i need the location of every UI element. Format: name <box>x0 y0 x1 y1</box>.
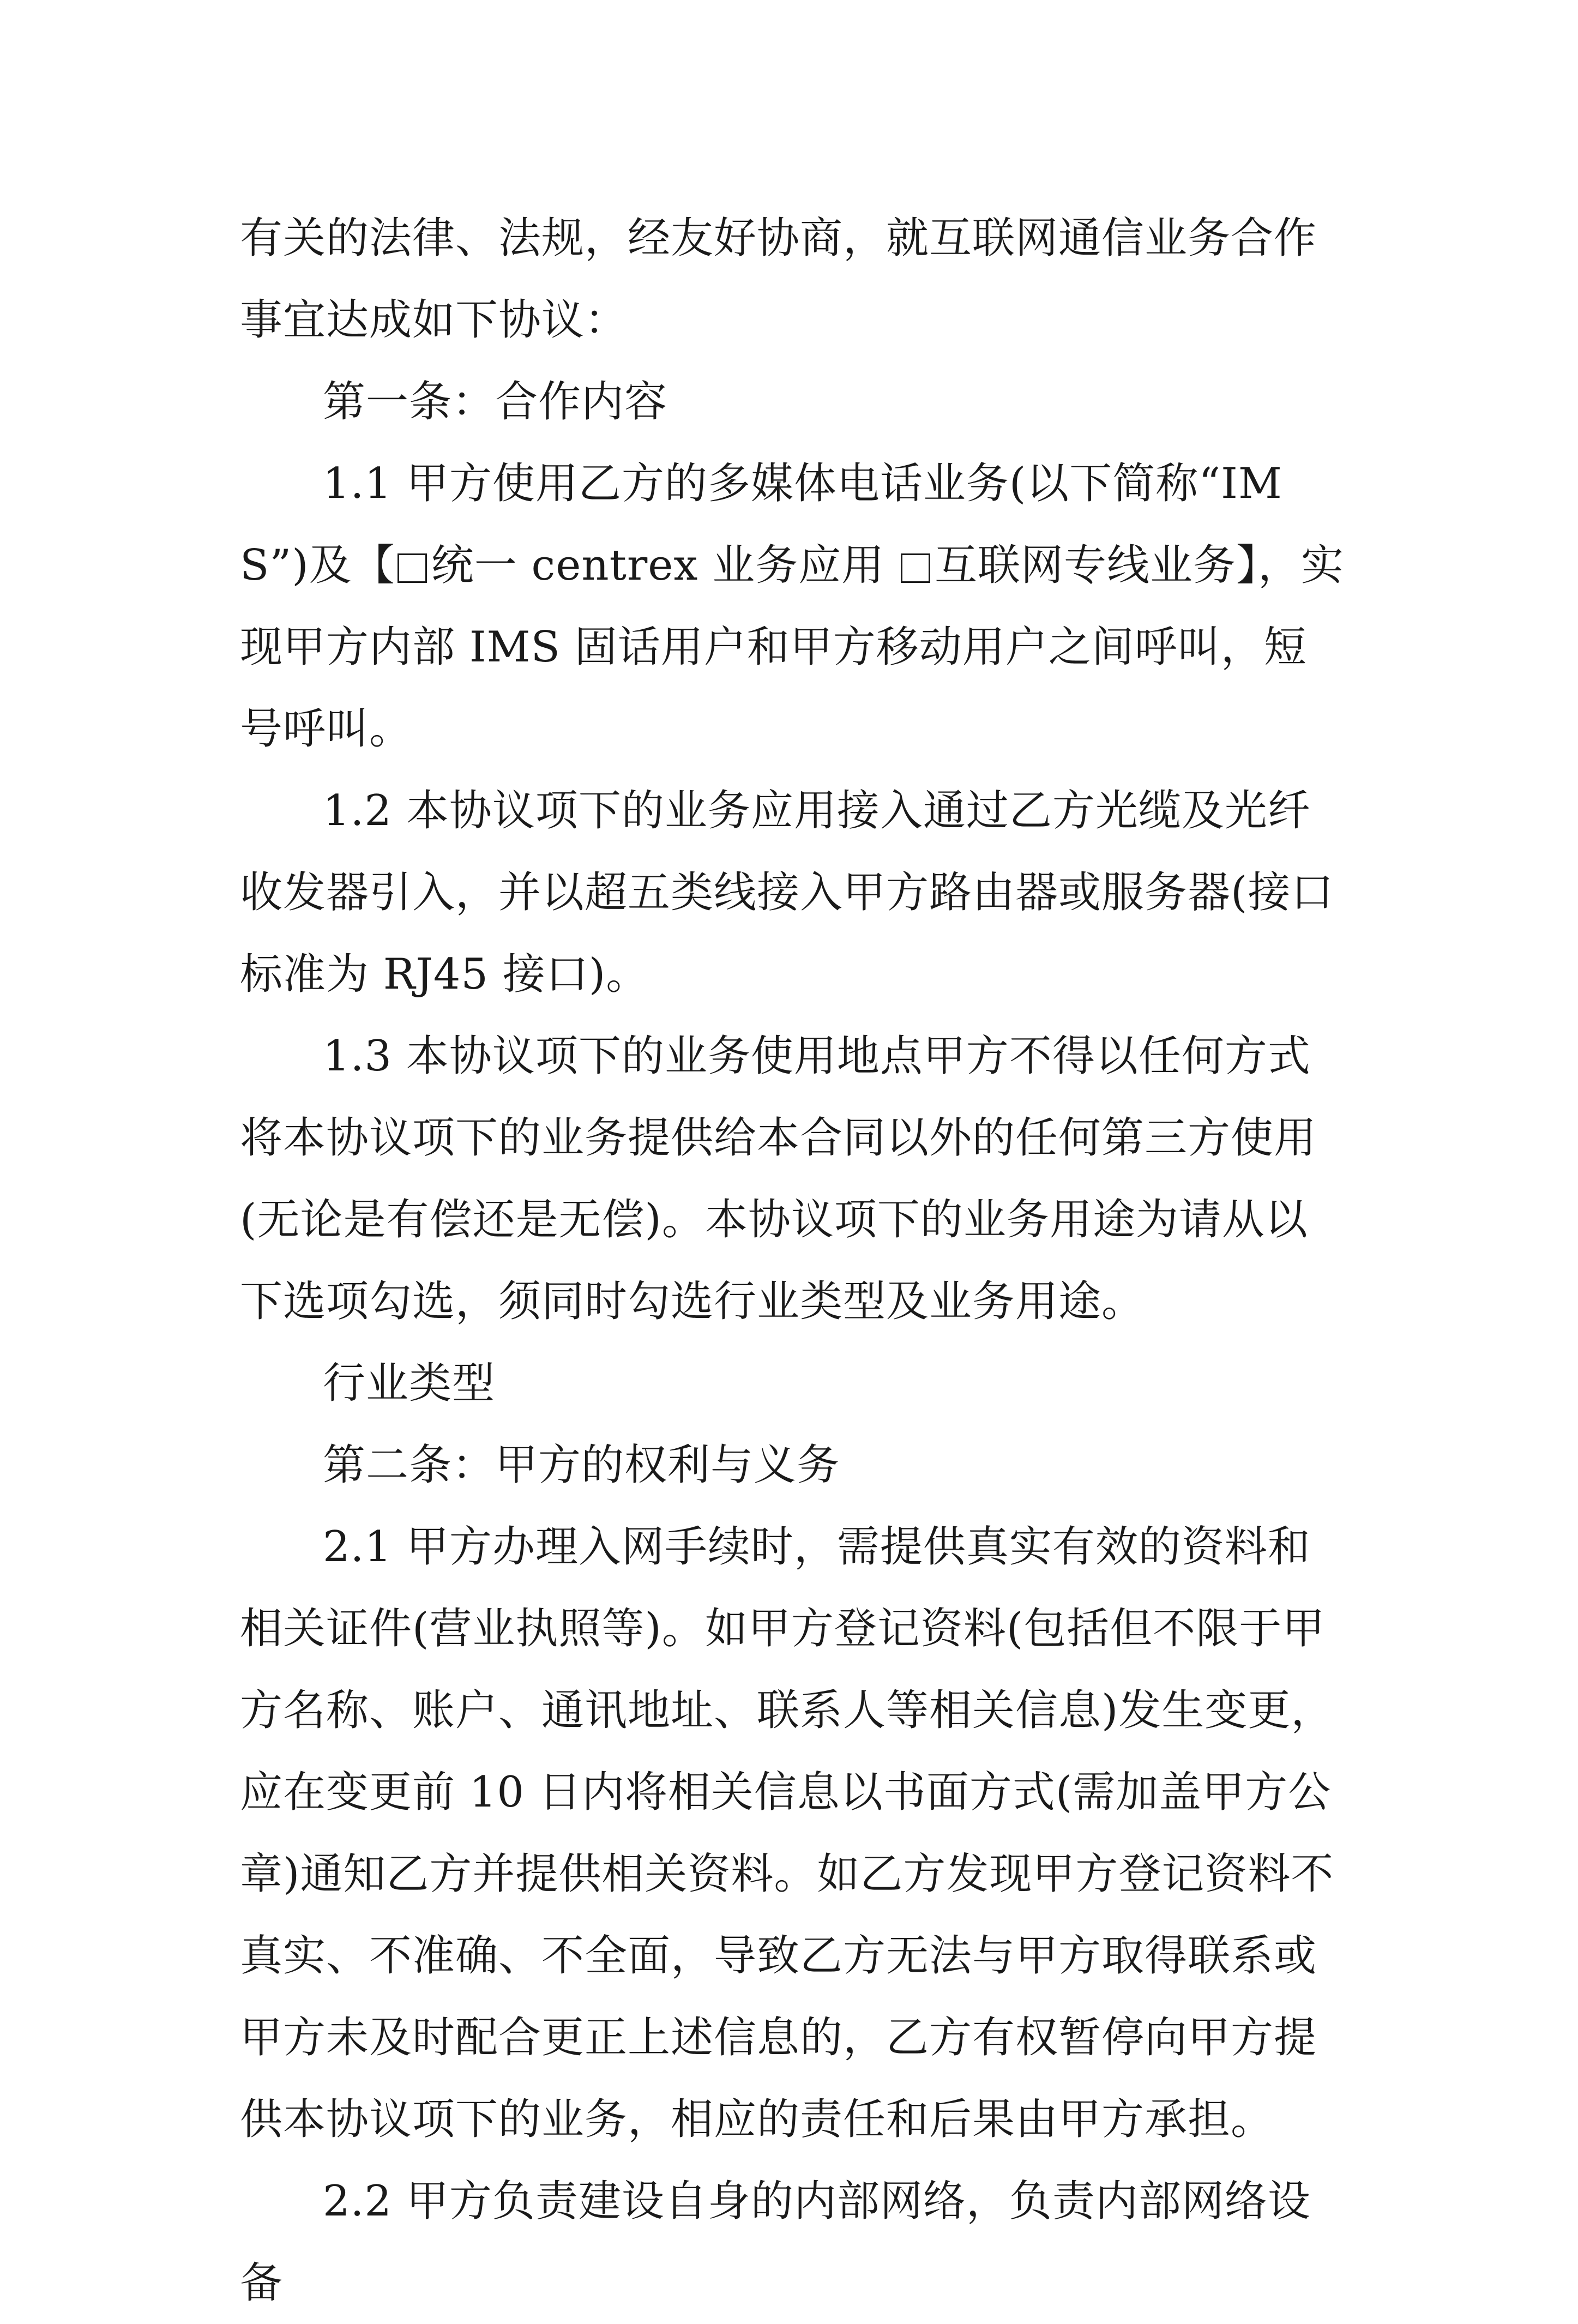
clause-1-1 <box>240 443 1347 770</box>
article-two-heading: 第二条：甲方的权利与义务 <box>323 1441 840 1490</box>
clause-1-1-text-a: 1.1 甲方使用乙方的多媒体电话业务(以下简称“IMS”)及【 <box>240 459 1282 590</box>
clause-1-1-text-c: 互联网专线业务】，实现甲方内部 IMS 固话用户和甲方移动用户之间呼叫，短号呼叫。 <box>240 541 1345 754</box>
clause-2-2: 2.2 甲方负责建设自身的内部网络，负责内部网络设备 <box>240 2177 1311 2308</box>
clause-2-1: 2.1 甲方办理入网手续时，需提供真实有效的资料和相关证件(营业执照等)。如甲方登记资料(包括但不限于甲方名称、账户、通讯地址、联系人等相关信息)发生变更，应在变更前 10 日内将相关信息以书面方式(需加盖甲方公章)通知乙方并提供相关资料。如乙方发现甲方登记资料不真实、不准确、不全面，导致乙方无法与甲方取得联系或甲方未及时配合更正上述信息的，乙方有权暂停向甲方提供本协议项下的业务，相应的责任和后果由甲方承担。 <box>240 1522 1334 2144</box>
dedicated-line-checkbox[interactable] <box>901 553 930 583</box>
paragraph-intro: 有关的法律、法规，经友好协商，就互联网通信业务合作事宜达成如下协议： <box>240 214 1317 345</box>
clause-1-2: 1.2 本协议项下的业务应用接入通过乙方光缆及光纤收发器引入，并以超五类线接入甲方路由器或服务器(接口标准为 RJ45 接口)。 <box>240 786 1334 999</box>
industry-type-label: 行业类型 <box>323 1359 496 1408</box>
article-one-heading: 第一条：合作内容 <box>323 377 668 426</box>
document-body <box>240 197 1347 2324</box>
clause-1-1-text-b: 统一 centrex 业务应用 <box>431 541 899 590</box>
centrex-checkbox[interactable] <box>397 553 427 583</box>
clause-1-3: 1.3 本协议项下的业务使用地点甲方不得以任何方式将本协议项下的业务提供给本合同以外的任何第三方使用(无论是有偿还是无偿)。本协议项下的业务用途为请从以下选项勾选，须同时勾选行业类型及业务用途。 <box>240 1032 1317 1326</box>
